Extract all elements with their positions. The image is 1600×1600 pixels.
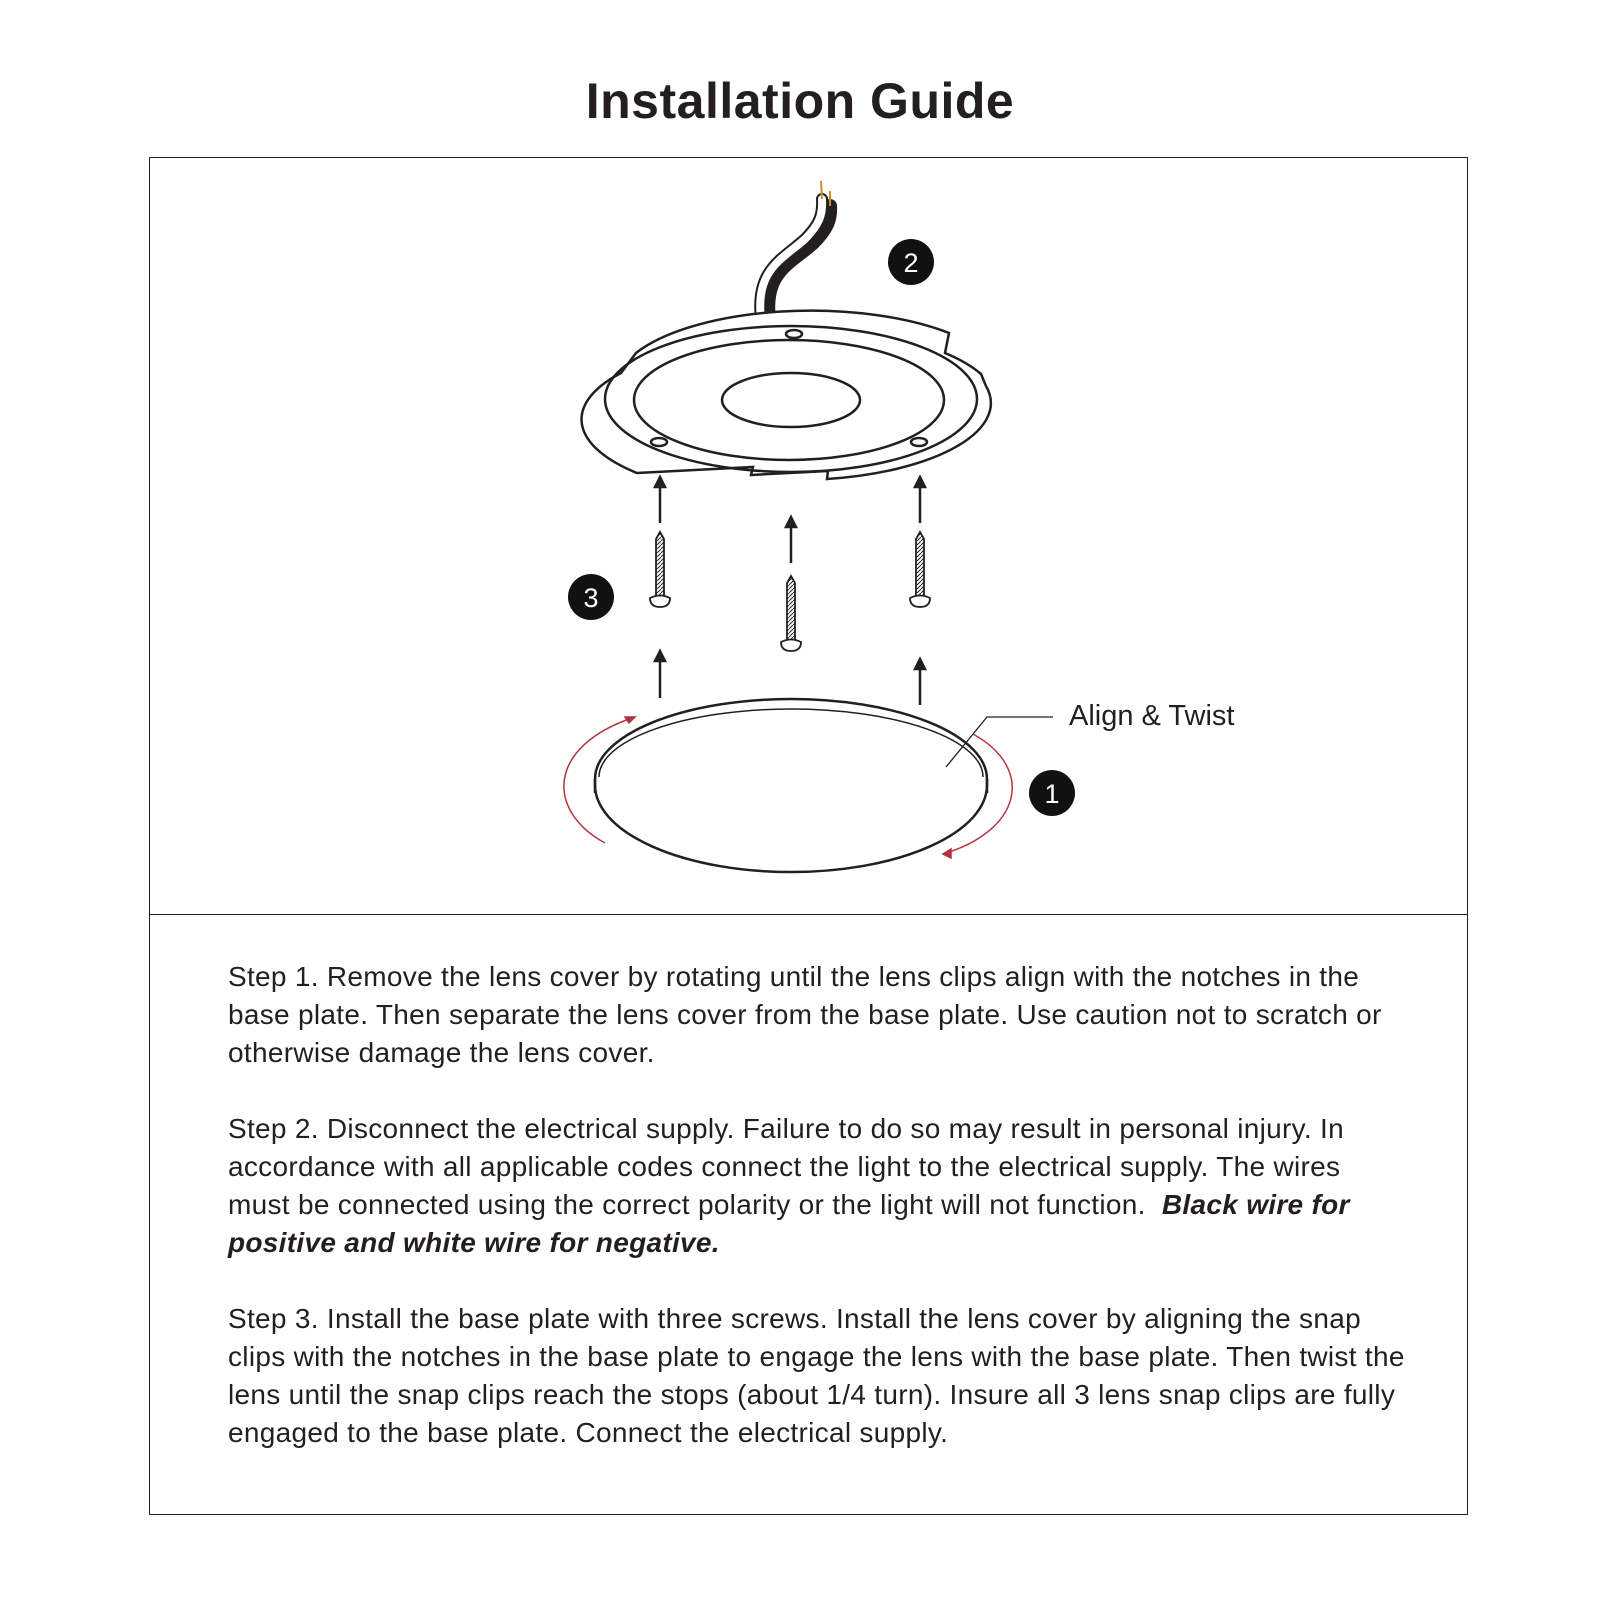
callout-label: Align & Twist [1069, 700, 1235, 732]
step-2-text [228, 1110, 1408, 1262]
svg-text:2: 2 [903, 248, 919, 278]
svg-text:3: 3 [583, 583, 599, 613]
diagram-panel [150, 158, 1467, 915]
step-badge-3 [568, 574, 614, 620]
step-badge-1 [1029, 770, 1075, 816]
wire-bundle [760, 181, 830, 320]
step-3-text: Step 3. Install the base plate with three screws. Install the lens cover by aligning the snap clips with the notches in the base plate to engage the lens with the base plate. Then twist the lens until the snap clips reach the stops (about 1/4 turn). Insure all 3 lens snap clips are fully engaged to the base plate. Connect the electrical supply. [228, 1303, 1405, 1448]
guide-frame [149, 157, 1468, 1515]
step-1-text: Step 1. Remove the lens cover by rotating until the lens clips align with the notches in the base plate. Then separate the lens cover from the base plate. Use caution not to scratch or otherwise damage the lens cover. [228, 961, 1382, 1068]
screw-right [910, 532, 930, 607]
white-wire-tip [821, 181, 822, 199]
base-plate [582, 311, 991, 479]
lens-cover [595, 699, 987, 872]
polarity-warning: Black wire for positive and white wire for negative. [228, 1189, 1350, 1258]
installation-diagram [150, 158, 1466, 915]
screw-left [650, 532, 670, 607]
page-title: Installation Guide [585, 73, 1015, 129]
step-badge-2 [888, 239, 934, 285]
align-twist-callout [946, 700, 1234, 767]
screw-center [781, 576, 801, 651]
step-2-body: Step 2. Disconnect the electrical supply. Failure to do so may result in personal injury. In accordance with all applicable codes connect the light to the electrical supply. The wires must be connected using the correct polarity or the light will not function. [228, 1113, 1344, 1220]
svg-text:1: 1 [1044, 779, 1060, 809]
instructions [228, 958, 1408, 1490]
